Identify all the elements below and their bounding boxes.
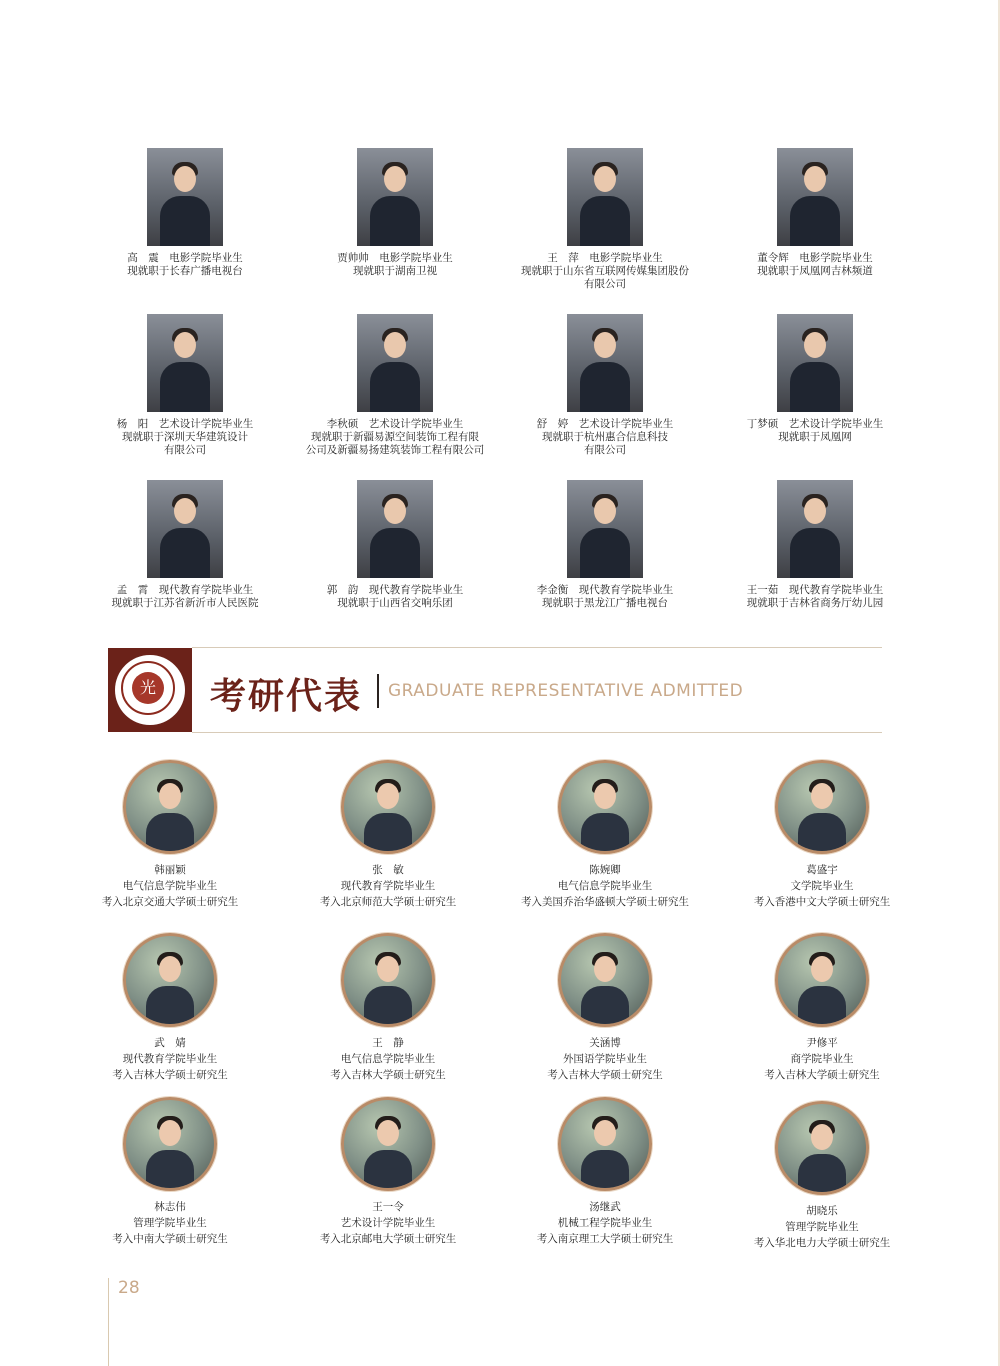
graduate-caption: 陈婉卿 电气信息学院毕业生 考入美国乔治华盛顿大学硕士研究生	[521, 864, 689, 908]
employee-card	[290, 148, 500, 278]
section-title: 考研代表	[210, 675, 363, 717]
graduate-caption: 韩丽颖 电气信息学院毕业生 考入北京交通大学硕士研究生	[101, 864, 239, 908]
graduate-caption: 胡晓乐 管理学院毕业生 考入华北电力大学硕士研究生	[753, 1205, 891, 1249]
employee-caption: 贾帅帅 电影学院毕业生 现就职于湖南卫视	[337, 252, 453, 277]
graduate-caption: 尹修平 商学院毕业生 考入吉林大学硕士研究生	[764, 1037, 880, 1081]
graduate-caption: 关涵博 外国语学院毕业生 考入吉林大学硕士研究生	[547, 1037, 663, 1081]
employee-photo	[777, 314, 853, 412]
graduate-card	[717, 933, 927, 1083]
employee-photo	[357, 148, 433, 246]
graduate-card	[65, 760, 275, 910]
employee-card	[290, 314, 500, 457]
graduate-card	[500, 760, 710, 910]
employee-photo	[357, 314, 433, 412]
employee-photo	[147, 314, 223, 412]
employee-caption: 高 震 电影学院毕业生 现就职于长春广播电视台	[127, 252, 243, 277]
graduate-photo	[341, 933, 435, 1027]
employee-card	[290, 480, 500, 610]
graduate-caption: 汤继武 机械工程学院毕业生 考入南京理工大学硕士研究生	[536, 1201, 674, 1245]
title-divider	[377, 674, 379, 708]
employee-photo	[567, 148, 643, 246]
graduate-card	[65, 933, 275, 1083]
employee-caption: 王一茹 现代教育学院毕业生 现就职于吉林省商务厅幼儿园	[746, 584, 884, 609]
graduate-photo	[775, 933, 869, 1027]
graduate-caption: 王一令 艺术设计学院毕业生 考入北京邮电大学硕士研究生	[319, 1201, 457, 1245]
graduate-card	[65, 1097, 275, 1247]
graduate-card	[283, 1097, 493, 1247]
employee-photo	[147, 148, 223, 246]
employee-caption: 李金衡 现代教育学院毕业生 现就职于黑龙江广播电视台	[536, 584, 674, 609]
graduate-photo	[558, 1097, 652, 1191]
employee-caption: 丁梦硕 艺术设计学院毕业生 现就职于凤凰网	[746, 418, 884, 443]
page-number: 28	[118, 1278, 140, 1298]
employee-card	[80, 314, 290, 457]
employee-caption: 舒 婷 艺术设计学院毕业生 现就职于杭州惠合信息科技 有限公司	[536, 418, 674, 456]
graduate-photo	[123, 933, 217, 1027]
employee-photo	[357, 480, 433, 578]
graduate-card	[717, 1101, 927, 1251]
graduate-card	[500, 933, 710, 1083]
employee-caption: 王 萍 电影学院毕业生 现就职于山东省互联网传媒集团股份 有限公司	[521, 252, 689, 290]
graduate-caption: 武 婧 现代教育学院毕业生 考入吉林大学硕士研究生	[112, 1037, 228, 1081]
employee-photo	[567, 314, 643, 412]
employee-photo	[567, 480, 643, 578]
graduate-photo	[123, 1097, 217, 1191]
employee-card	[710, 314, 920, 444]
employee-caption: 郭 韵 现代教育学院毕业生 现就职于山西省交响乐团	[326, 584, 464, 609]
footer-rule	[108, 1278, 109, 1366]
employee-caption: 董令辉 电影学院毕业生 现就职于凤凰网吉林频道	[757, 252, 873, 277]
employee-caption: 杨 阳 艺术设计学院毕业生 现就职于深圳天华建筑设计 有限公司	[116, 418, 254, 456]
graduate-card	[717, 760, 927, 910]
graduate-photo	[775, 760, 869, 854]
graduate-caption: 葛盛宇 文学院毕业生 考入香港中文大学硕士研究生	[753, 864, 891, 908]
graduate-card	[500, 1097, 710, 1247]
employee-photo	[147, 480, 223, 578]
graduate-card	[283, 933, 493, 1083]
employee-card	[500, 314, 710, 457]
section-subtitle: GRADUATE REPRESENTATIVE ADMITTED	[388, 681, 744, 701]
logo-glyph: 光	[139, 678, 156, 697]
section-rule-top	[192, 647, 882, 648]
graduate-photo	[775, 1101, 869, 1195]
employee-card	[500, 480, 710, 610]
employee-card	[80, 480, 290, 610]
employee-card	[710, 148, 920, 278]
graduate-photo	[341, 1097, 435, 1191]
employee-photo	[777, 480, 853, 578]
section-rule-bottom	[192, 732, 882, 733]
employee-card	[500, 148, 710, 291]
logo-seal-icon	[115, 655, 185, 725]
graduate-card	[283, 760, 493, 910]
graduate-photo	[558, 933, 652, 1027]
graduate-photo	[123, 760, 217, 854]
employee-card	[80, 148, 290, 278]
graduate-photo	[558, 760, 652, 854]
employee-caption: 孟 霄 现代教育学院毕业生 现就职于江苏省新沂市人民医院	[111, 584, 259, 609]
graduate-caption: 张 敏 现代教育学院毕业生 考入北京师范大学硕士研究生	[319, 864, 457, 908]
employee-caption: 李秋硕 艺术设计学院毕业生 现就职于新疆易源空间装饰工程有限 公司及新疆易扬建筑装饰工程有限公司	[305, 418, 485, 456]
university-logo	[108, 648, 192, 732]
employee-photo	[777, 148, 853, 246]
graduate-caption: 林志伟 管理学院毕业生 考入中南大学硕士研究生	[112, 1201, 228, 1245]
graduate-caption: 王 静 电气信息学院毕业生 考入吉林大学硕士研究生	[330, 1037, 446, 1081]
employee-card	[710, 480, 920, 610]
graduate-photo	[341, 760, 435, 854]
